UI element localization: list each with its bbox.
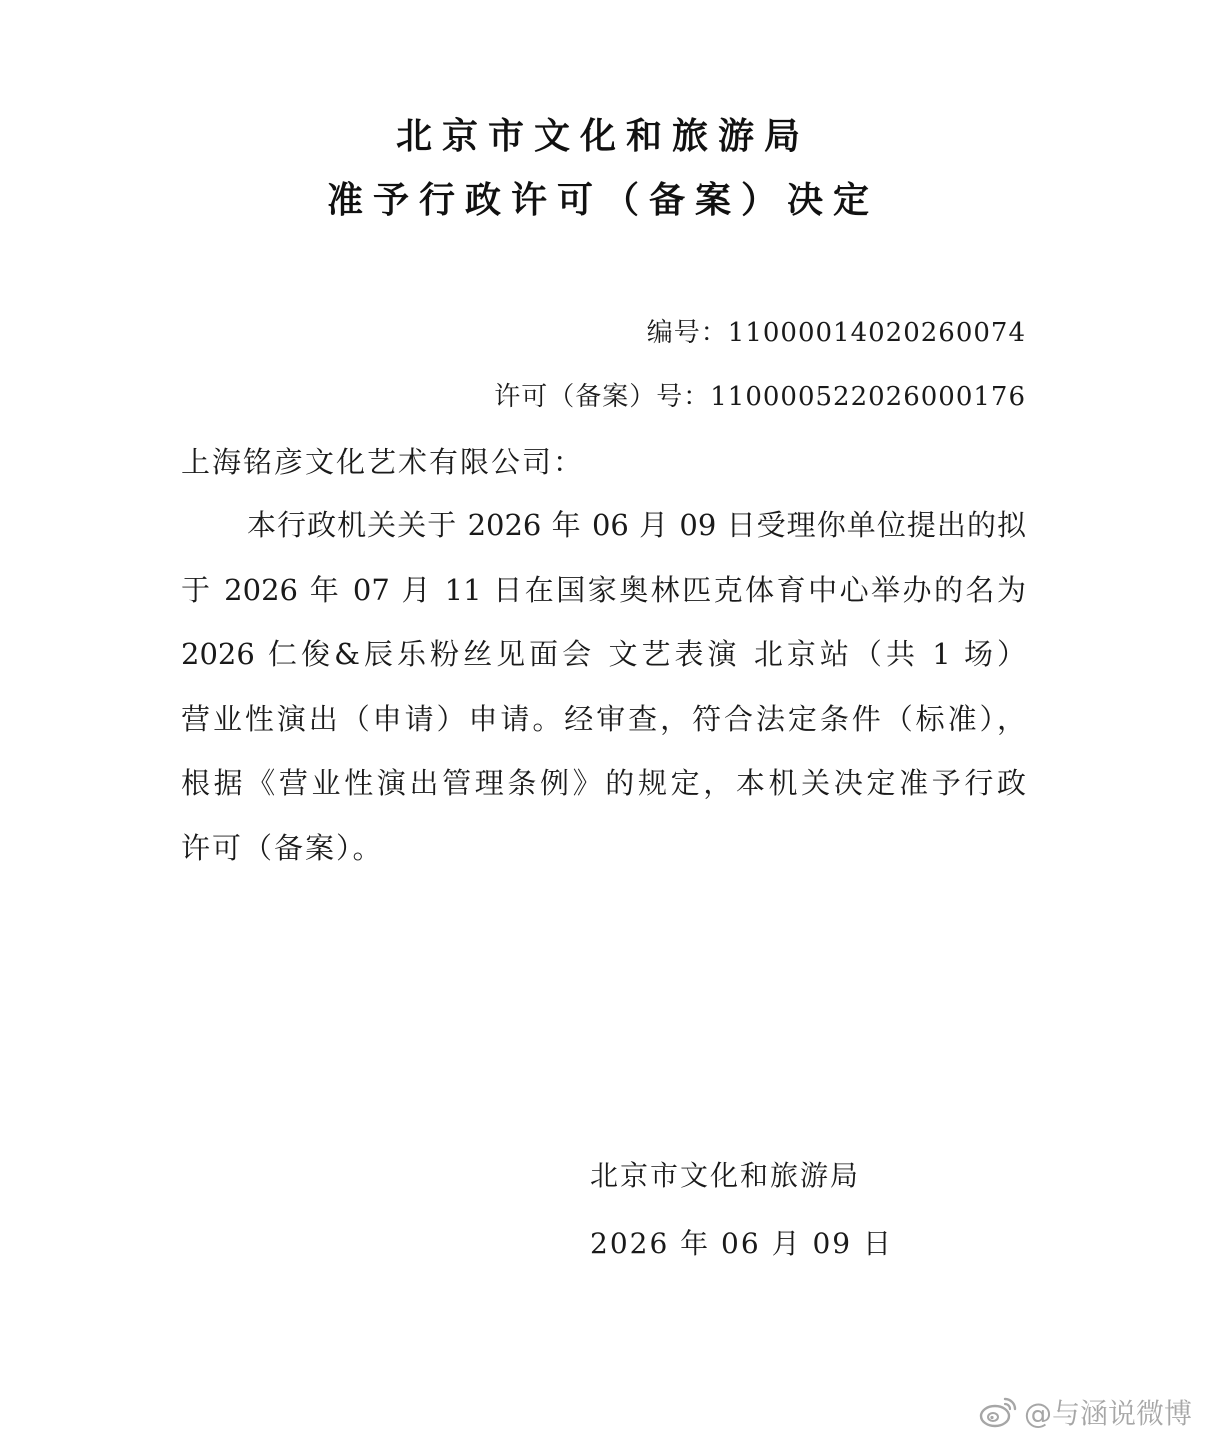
signature-issuer: 北京市文化和旅游局 [590,1159,861,1192]
watermark-text: @与涵说微博 [1023,1397,1192,1430]
license-number: 许可（备案）号：110000522026000176 [494,382,1026,412]
body-line: 于 2026 年 07 月 11 日在国家奥林匹克体育中心举办的名为 [181,572,1026,607]
document-title-decision: 准予行政许可（备案）决定 [326,179,879,221]
addressee: 上海铭彦文化艺术有限公司： [181,445,585,479]
body-line: 2026 仁俊&辰乐粉丝见面会 文艺表演 北京站（共 1 场） [181,637,1026,671]
body-line: 根据《营业性演出管理条例》的规定，本机关决定准予行政 [181,766,1026,800]
document-title-issuer: 北京市文化和旅游局 [395,115,810,157]
decision-body [181,505,1026,892]
serial-number: 编号：11000014020260074 [646,318,1026,348]
body-line: 营业性演出（申请）申请。经审查，符合法定条件（标准）， [181,701,1026,736]
signature-date: 2026 年 06 月 09 日 [590,1227,894,1260]
body-line: 本行政机关关于 2026 年 06 月 09 日受理你单位提出的拟 [247,508,1026,542]
watermark [978,1392,1192,1432]
body-line: 许可（备案）。 [181,830,384,865]
weibo-icon [978,1395,1018,1429]
